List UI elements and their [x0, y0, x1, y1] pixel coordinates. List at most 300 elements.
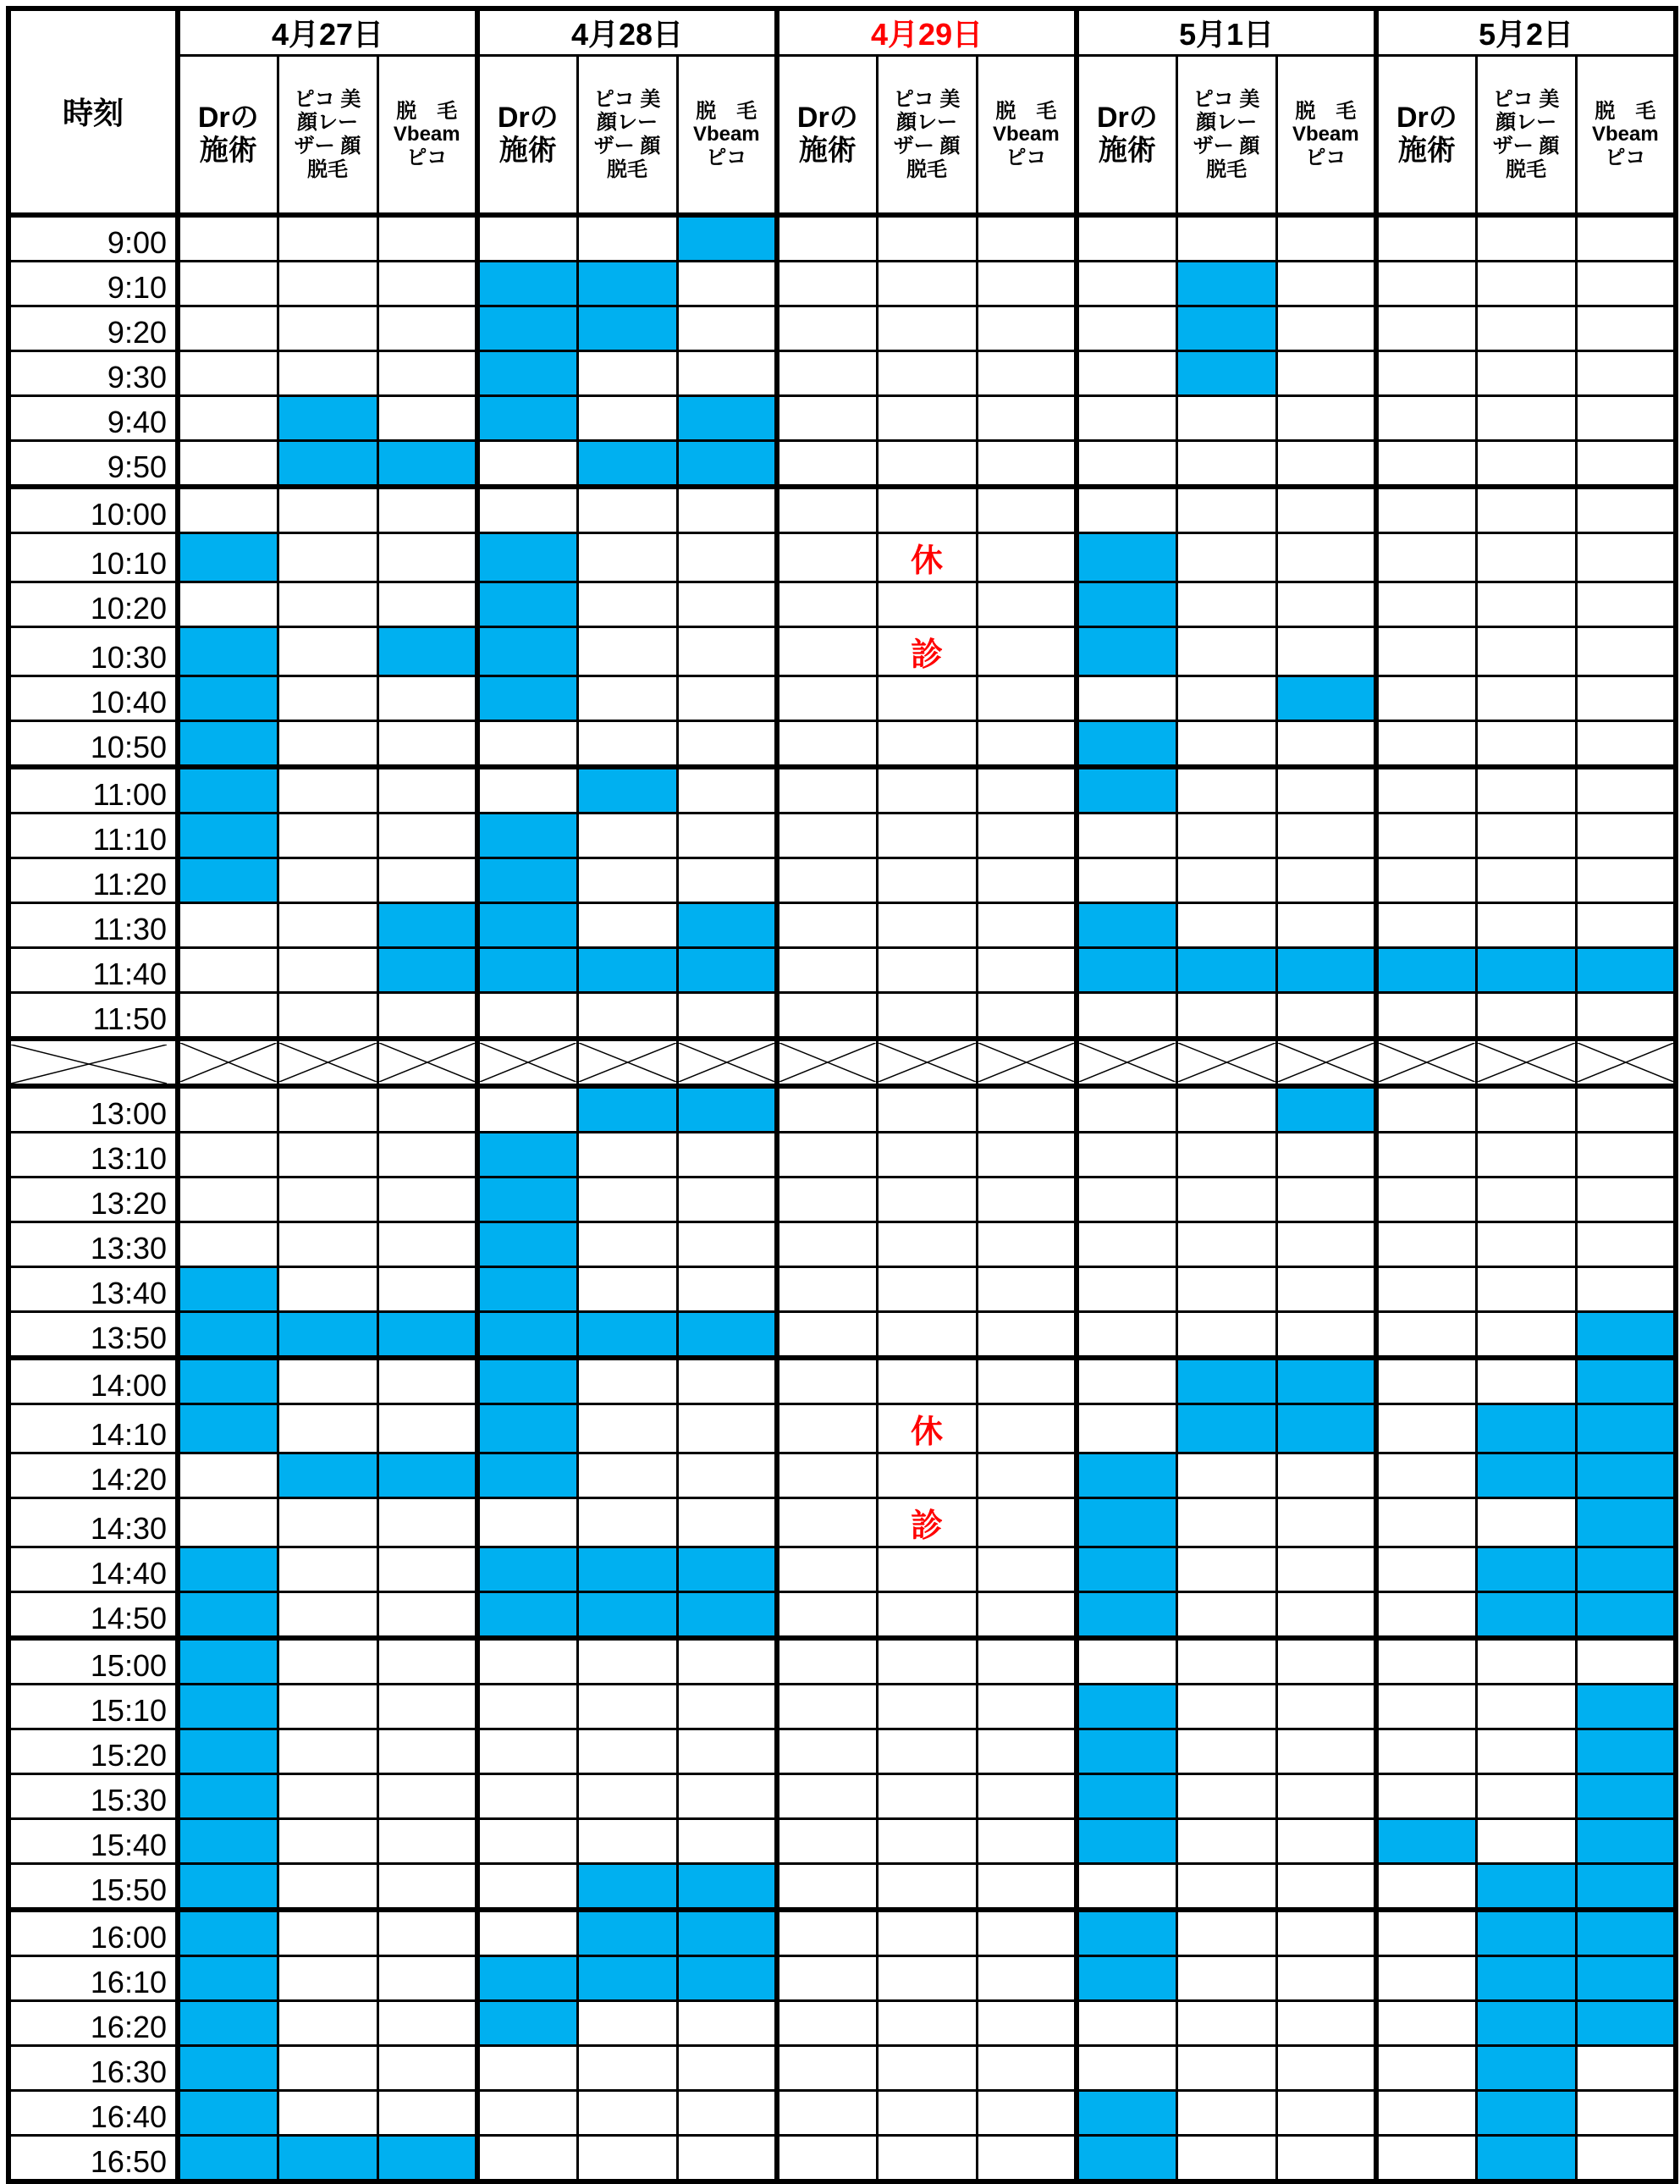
- open-slot[interactable]: [377, 1685, 477, 1729]
- open-slot[interactable]: [777, 1956, 877, 2001]
- open-slot[interactable]: [677, 627, 777, 676]
- booked-slot[interactable]: [1077, 1956, 1176, 2001]
- open-slot[interactable]: [677, 676, 777, 721]
- open-slot[interactable]: [577, 2136, 677, 2182]
- open-slot[interactable]: [1276, 351, 1376, 396]
- booked-slot[interactable]: [1176, 948, 1276, 993]
- booked-slot[interactable]: [1077, 2136, 1176, 2182]
- open-slot[interactable]: [1176, 813, 1276, 858]
- open-slot[interactable]: [1276, 533, 1376, 582]
- booked-slot[interactable]: [1476, 1592, 1576, 1639]
- open-slot[interactable]: [777, 1222, 877, 1267]
- open-slot[interactable]: [1276, 582, 1376, 627]
- booked-slot[interactable]: [577, 1956, 677, 2001]
- open-slot[interactable]: [477, 1086, 577, 1133]
- open-slot[interactable]: [1476, 1222, 1576, 1267]
- open-slot[interactable]: [1376, 1312, 1476, 1359]
- open-slot[interactable]: [1376, 1592, 1476, 1639]
- open-slot[interactable]: [1476, 441, 1576, 488]
- booked-slot[interactable]: [1276, 676, 1376, 721]
- open-slot[interactable]: [677, 858, 777, 903]
- open-slot[interactable]: [877, 215, 977, 262]
- open-slot[interactable]: [1176, 1267, 1276, 1312]
- open-slot[interactable]: [577, 1267, 677, 1312]
- open-slot[interactable]: [1376, 262, 1476, 306]
- open-slot[interactable]: [1576, 627, 1676, 676]
- open-slot[interactable]: [1276, 1453, 1376, 1498]
- open-slot[interactable]: [1576, 306, 1676, 351]
- open-slot[interactable]: [677, 1267, 777, 1312]
- open-slot[interactable]: [1376, 1267, 1476, 1312]
- open-slot[interactable]: [677, 1638, 777, 1685]
- open-slot[interactable]: [577, 1498, 677, 1547]
- open-slot[interactable]: [1376, 1133, 1476, 1177]
- open-slot[interactable]: [1077, 441, 1176, 488]
- open-slot[interactable]: [577, 396, 677, 441]
- open-slot[interactable]: [877, 993, 977, 1040]
- booked-slot[interactable]: [1077, 533, 1176, 582]
- booked-slot[interactable]: [577, 1910, 677, 1956]
- open-slot[interactable]: [178, 262, 278, 306]
- booked-slot[interactable]: [1077, 627, 1176, 676]
- booked-slot[interactable]: [1576, 1592, 1676, 1639]
- open-slot[interactable]: [977, 1729, 1077, 1774]
- booked-slot[interactable]: [1576, 1774, 1676, 1819]
- open-slot[interactable]: [1276, 1498, 1376, 1547]
- booked-slot[interactable]: [477, 903, 577, 948]
- booked-slot[interactable]: [278, 441, 377, 488]
- open-slot[interactable]: [377, 1222, 477, 1267]
- booked-slot[interactable]: [178, 627, 278, 676]
- booked-slot[interactable]: [477, 306, 577, 351]
- open-slot[interactable]: [1476, 582, 1576, 627]
- booked-slot[interactable]: [377, 1453, 477, 1498]
- open-slot[interactable]: [377, 306, 477, 351]
- open-slot[interactable]: [1376, 306, 1476, 351]
- open-slot[interactable]: [477, 1774, 577, 1819]
- open-slot[interactable]: [477, 1498, 577, 1547]
- booked-slot[interactable]: [677, 215, 777, 262]
- open-slot[interactable]: [477, 1638, 577, 1685]
- booked-slot[interactable]: [1576, 1312, 1676, 1359]
- booked-slot[interactable]: [178, 2046, 278, 2091]
- booked-slot[interactable]: [1476, 1453, 1576, 1498]
- open-slot[interactable]: [877, 1638, 977, 1685]
- open-slot[interactable]: [877, 1267, 977, 1312]
- booked-slot[interactable]: [178, 858, 278, 903]
- open-slot[interactable]: [977, 582, 1077, 627]
- open-slot[interactable]: [777, 1774, 877, 1819]
- open-slot[interactable]: [178, 1177, 278, 1222]
- open-slot[interactable]: [677, 1774, 777, 1819]
- open-slot[interactable]: [1276, 306, 1376, 351]
- open-slot[interactable]: [777, 1177, 877, 1222]
- booked-slot[interactable]: [477, 582, 577, 627]
- open-slot[interactable]: [977, 1547, 1077, 1592]
- booked-slot[interactable]: [1176, 1404, 1276, 1453]
- open-slot[interactable]: [377, 533, 477, 582]
- open-slot[interactable]: [977, 2046, 1077, 2091]
- open-slot[interactable]: [677, 1358, 777, 1404]
- open-slot[interactable]: [278, 1177, 377, 1222]
- open-slot[interactable]: [178, 582, 278, 627]
- open-slot[interactable]: [1176, 1312, 1276, 1359]
- open-slot[interactable]: [1176, 1819, 1276, 1864]
- booked-slot[interactable]: [477, 1547, 577, 1592]
- open-slot[interactable]: [1476, 721, 1576, 768]
- open-slot[interactable]: [1176, 676, 1276, 721]
- open-slot[interactable]: [1576, 487, 1676, 533]
- open-slot[interactable]: [278, 1267, 377, 1312]
- open-slot[interactable]: [1476, 813, 1576, 858]
- open-slot[interactable]: [977, 1453, 1077, 1498]
- open-slot[interactable]: [677, 2001, 777, 2046]
- booked-slot[interactable]: [677, 1086, 777, 1133]
- open-slot[interactable]: [777, 1498, 877, 1547]
- booked-slot[interactable]: [477, 2001, 577, 2046]
- open-slot[interactable]: [877, 1910, 977, 1956]
- open-slot[interactable]: [1077, 1222, 1176, 1267]
- open-slot[interactable]: [977, 2091, 1077, 2136]
- open-slot[interactable]: [178, 351, 278, 396]
- open-slot[interactable]: [278, 1404, 377, 1453]
- open-slot[interactable]: [1376, 533, 1476, 582]
- open-slot[interactable]: [577, 721, 677, 768]
- open-slot[interactable]: [1376, 1864, 1476, 1911]
- open-slot[interactable]: [1176, 627, 1276, 676]
- open-slot[interactable]: [877, 2001, 977, 2046]
- open-slot[interactable]: [278, 1222, 377, 1267]
- open-slot[interactable]: [278, 306, 377, 351]
- booked-slot[interactable]: [477, 1133, 577, 1177]
- open-slot[interactable]: [1476, 676, 1576, 721]
- open-slot[interactable]: [977, 1910, 1077, 1956]
- booked-slot[interactable]: [278, 1453, 377, 1498]
- open-slot[interactable]: [1176, 2046, 1276, 2091]
- open-slot[interactable]: [1176, 993, 1276, 1040]
- booked-slot[interactable]: [178, 2091, 278, 2136]
- open-slot[interactable]: [278, 721, 377, 768]
- open-slot[interactable]: [1476, 1133, 1576, 1177]
- open-slot[interactable]: [1576, 1086, 1676, 1133]
- open-slot[interactable]: [777, 2001, 877, 2046]
- booked-slot[interactable]: [178, 676, 278, 721]
- open-slot[interactable]: [1176, 441, 1276, 488]
- booked-slot[interactable]: [1476, 1404, 1576, 1453]
- open-slot[interactable]: [1576, 2091, 1676, 2136]
- booked-slot[interactable]: [1276, 948, 1376, 993]
- open-slot[interactable]: [777, 993, 877, 1040]
- open-slot[interactable]: [577, 1729, 677, 1774]
- open-slot[interactable]: [677, 1222, 777, 1267]
- open-slot[interactable]: [577, 2046, 677, 2091]
- open-slot[interactable]: [278, 215, 377, 262]
- booked-slot[interactable]: [377, 1312, 477, 1359]
- booked-slot[interactable]: [577, 1086, 677, 1133]
- open-slot[interactable]: [1176, 1685, 1276, 1729]
- open-slot[interactable]: [577, 903, 677, 948]
- open-slot[interactable]: [1276, 396, 1376, 441]
- booked-slot[interactable]: [1476, 1910, 1576, 1956]
- open-slot[interactable]: [1077, 2046, 1176, 2091]
- open-slot[interactable]: [677, 2046, 777, 2091]
- open-slot[interactable]: [577, 993, 677, 1040]
- booked-slot[interactable]: [477, 858, 577, 903]
- open-slot[interactable]: [1376, 2091, 1476, 2136]
- open-slot[interactable]: [1176, 1086, 1276, 1133]
- booked-slot[interactable]: [178, 1819, 278, 1864]
- open-slot[interactable]: [877, 2136, 977, 2182]
- open-slot[interactable]: [877, 2091, 977, 2136]
- open-slot[interactable]: [1576, 767, 1676, 813]
- open-slot[interactable]: [477, 2136, 577, 2182]
- open-slot[interactable]: [877, 582, 977, 627]
- open-slot[interactable]: [1276, 487, 1376, 533]
- open-slot[interactable]: [1077, 676, 1176, 721]
- booked-slot[interactable]: [278, 396, 377, 441]
- open-slot[interactable]: [377, 1774, 477, 1819]
- open-slot[interactable]: [377, 767, 477, 813]
- open-slot[interactable]: [477, 2091, 577, 2136]
- booked-slot[interactable]: [178, 721, 278, 768]
- open-slot[interactable]: [377, 1498, 477, 1547]
- open-slot[interactable]: [1376, 2136, 1476, 2182]
- open-slot[interactable]: [1376, 487, 1476, 533]
- open-slot[interactable]: [1176, 1133, 1276, 1177]
- open-slot[interactable]: [877, 1729, 977, 1774]
- booked-slot[interactable]: [1476, 2046, 1576, 2091]
- open-slot[interactable]: [1176, 1729, 1276, 1774]
- open-slot[interactable]: [1476, 1177, 1576, 1222]
- booked-slot[interactable]: [1476, 1956, 1576, 2001]
- open-slot[interactable]: [1476, 1819, 1576, 1864]
- open-slot[interactable]: [278, 993, 377, 1040]
- open-slot[interactable]: [278, 1864, 377, 1911]
- open-slot[interactable]: [1576, 582, 1676, 627]
- open-slot[interactable]: [1376, 858, 1476, 903]
- open-slot[interactable]: [977, 1774, 1077, 1819]
- open-slot[interactable]: [477, 487, 577, 533]
- booked-slot[interactable]: [1476, 2136, 1576, 2182]
- booked-slot[interactable]: [1476, 1864, 1576, 1911]
- open-slot[interactable]: [178, 1133, 278, 1177]
- open-slot[interactable]: [278, 1547, 377, 1592]
- booked-slot[interactable]: [577, 306, 677, 351]
- open-slot[interactable]: [577, 1404, 677, 1453]
- open-slot[interactable]: [377, 1819, 477, 1864]
- open-slot[interactable]: [178, 1453, 278, 1498]
- open-slot[interactable]: [977, 396, 1077, 441]
- open-slot[interactable]: [877, 262, 977, 306]
- open-slot[interactable]: [1376, 1910, 1476, 1956]
- open-slot[interactable]: [377, 1086, 477, 1133]
- open-slot[interactable]: [777, 533, 877, 582]
- open-slot[interactable]: [1276, 1222, 1376, 1267]
- open-slot[interactable]: [977, 948, 1077, 993]
- booked-slot[interactable]: [178, 813, 278, 858]
- booked-slot[interactable]: [577, 1864, 677, 1911]
- booked-slot[interactable]: [178, 1312, 278, 1359]
- open-slot[interactable]: [977, 1358, 1077, 1404]
- booked-slot[interactable]: [577, 1592, 677, 1639]
- open-slot[interactable]: [877, 948, 977, 993]
- open-slot[interactable]: [977, 351, 1077, 396]
- open-slot[interactable]: [977, 676, 1077, 721]
- open-slot[interactable]: [1077, 1133, 1176, 1177]
- open-slot[interactable]: [1476, 262, 1576, 306]
- open-slot[interactable]: [377, 582, 477, 627]
- booked-slot[interactable]: [1077, 2091, 1176, 2136]
- booked-slot[interactable]: [178, 1685, 278, 1729]
- open-slot[interactable]: [677, 306, 777, 351]
- booked-slot[interactable]: [677, 1956, 777, 2001]
- booked-slot[interactable]: [178, 533, 278, 582]
- open-slot[interactable]: [777, 262, 877, 306]
- booked-slot[interactable]: [477, 676, 577, 721]
- open-slot[interactable]: [1176, 1864, 1276, 1911]
- open-slot[interactable]: [777, 2091, 877, 2136]
- open-slot[interactable]: [1276, 1638, 1376, 1685]
- open-slot[interactable]: [278, 948, 377, 993]
- open-slot[interactable]: [1376, 813, 1476, 858]
- open-slot[interactable]: [377, 2046, 477, 2091]
- booked-slot[interactable]: [677, 1864, 777, 1911]
- open-slot[interactable]: [1276, 858, 1376, 903]
- booked-slot[interactable]: [1276, 1404, 1376, 1453]
- booked-slot[interactable]: [677, 1592, 777, 1639]
- open-slot[interactable]: [1176, 2091, 1276, 2136]
- open-slot[interactable]: [377, 1638, 477, 1685]
- open-slot[interactable]: [877, 721, 977, 768]
- open-slot[interactable]: [1176, 215, 1276, 262]
- booked-slot[interactable]: [677, 441, 777, 488]
- open-slot[interactable]: [1176, 721, 1276, 768]
- open-slot[interactable]: [677, 1453, 777, 1498]
- open-slot[interactable]: [1276, 1547, 1376, 1592]
- open-slot[interactable]: [1176, 1774, 1276, 1819]
- open-slot[interactable]: [377, 396, 477, 441]
- open-slot[interactable]: [677, 1729, 777, 1774]
- open-slot[interactable]: [1576, 351, 1676, 396]
- open-slot[interactable]: [977, 2001, 1077, 2046]
- open-slot[interactable]: [1576, 721, 1676, 768]
- open-slot[interactable]: [777, 1592, 877, 1639]
- open-slot[interactable]: [577, 1453, 677, 1498]
- booked-slot[interactable]: [1376, 948, 1476, 993]
- open-slot[interactable]: [1276, 441, 1376, 488]
- open-slot[interactable]: [777, 351, 877, 396]
- open-slot[interactable]: [377, 1177, 477, 1222]
- open-slot[interactable]: [1176, 1222, 1276, 1267]
- booked-slot[interactable]: [477, 1453, 577, 1498]
- open-slot[interactable]: [477, 1819, 577, 1864]
- open-slot[interactable]: [377, 1133, 477, 1177]
- open-slot[interactable]: [1576, 441, 1676, 488]
- open-slot[interactable]: [1476, 1358, 1576, 1404]
- open-slot[interactable]: [377, 351, 477, 396]
- open-slot[interactable]: [1576, 533, 1676, 582]
- open-slot[interactable]: [777, 582, 877, 627]
- booked-slot[interactable]: [1077, 1910, 1176, 1956]
- open-slot[interactable]: [777, 1864, 877, 1911]
- open-slot[interactable]: [877, 767, 977, 813]
- booked-slot[interactable]: [1476, 2001, 1576, 2046]
- open-slot[interactable]: [977, 1685, 1077, 1729]
- open-slot[interactable]: [977, 903, 1077, 948]
- open-slot[interactable]: [1376, 1498, 1476, 1547]
- booked-slot[interactable]: [677, 903, 777, 948]
- open-slot[interactable]: [777, 1404, 877, 1453]
- open-slot[interactable]: [777, 813, 877, 858]
- open-slot[interactable]: [677, 1404, 777, 1453]
- open-slot[interactable]: [577, 1177, 677, 1222]
- open-slot[interactable]: [577, 533, 677, 582]
- open-slot[interactable]: [477, 1864, 577, 1911]
- booked-slot[interactable]: [477, 351, 577, 396]
- open-slot[interactable]: [977, 306, 1077, 351]
- open-slot[interactable]: [777, 1910, 877, 1956]
- open-slot[interactable]: [577, 676, 677, 721]
- open-slot[interactable]: [1376, 1547, 1476, 1592]
- open-slot[interactable]: [1176, 582, 1276, 627]
- open-slot[interactable]: [977, 441, 1077, 488]
- booked-slot[interactable]: [178, 767, 278, 813]
- open-slot[interactable]: [777, 627, 877, 676]
- open-slot[interactable]: [178, 487, 278, 533]
- open-slot[interactable]: [278, 1086, 377, 1133]
- open-slot[interactable]: [877, 1133, 977, 1177]
- open-slot[interactable]: [477, 2046, 577, 2091]
- open-slot[interactable]: [877, 1774, 977, 1819]
- open-slot[interactable]: [877, 1086, 977, 1133]
- booked-slot[interactable]: [1376, 1819, 1476, 1864]
- booked-slot[interactable]: [178, 2001, 278, 2046]
- open-slot[interactable]: [677, 1133, 777, 1177]
- open-slot[interactable]: [1176, 767, 1276, 813]
- open-slot[interactable]: [1276, 1956, 1376, 2001]
- open-slot[interactable]: [1176, 858, 1276, 903]
- open-slot[interactable]: [377, 1547, 477, 1592]
- open-slot[interactable]: [1476, 1498, 1576, 1547]
- booked-slot[interactable]: [477, 948, 577, 993]
- open-slot[interactable]: [1376, 1774, 1476, 1819]
- open-slot[interactable]: [1276, 1592, 1376, 1639]
- booked-slot[interactable]: [377, 441, 477, 488]
- open-slot[interactable]: [977, 1177, 1077, 1222]
- open-slot[interactable]: [977, 1498, 1077, 1547]
- open-slot[interactable]: [1276, 721, 1376, 768]
- open-slot[interactable]: [477, 1685, 577, 1729]
- open-slot[interactable]: [1476, 1685, 1576, 1729]
- booked-slot[interactable]: [477, 1222, 577, 1267]
- open-slot[interactable]: [1077, 993, 1176, 1040]
- open-slot[interactable]: [278, 1498, 377, 1547]
- booked-slot[interactable]: [1176, 262, 1276, 306]
- open-slot[interactable]: [1176, 1638, 1276, 1685]
- open-slot[interactable]: [577, 1819, 677, 1864]
- booked-slot[interactable]: [278, 2136, 377, 2182]
- open-slot[interactable]: [977, 1638, 1077, 1685]
- booked-slot[interactable]: [1077, 767, 1176, 813]
- booked-slot[interactable]: [677, 1910, 777, 1956]
- open-slot[interactable]: [577, 2001, 677, 2046]
- open-slot[interactable]: [677, 1498, 777, 1547]
- booked-slot[interactable]: [477, 1267, 577, 1312]
- open-slot[interactable]: [877, 351, 977, 396]
- open-slot[interactable]: [577, 2091, 677, 2136]
- open-slot[interactable]: [877, 1956, 977, 2001]
- booked-slot[interactable]: [1576, 1404, 1676, 1453]
